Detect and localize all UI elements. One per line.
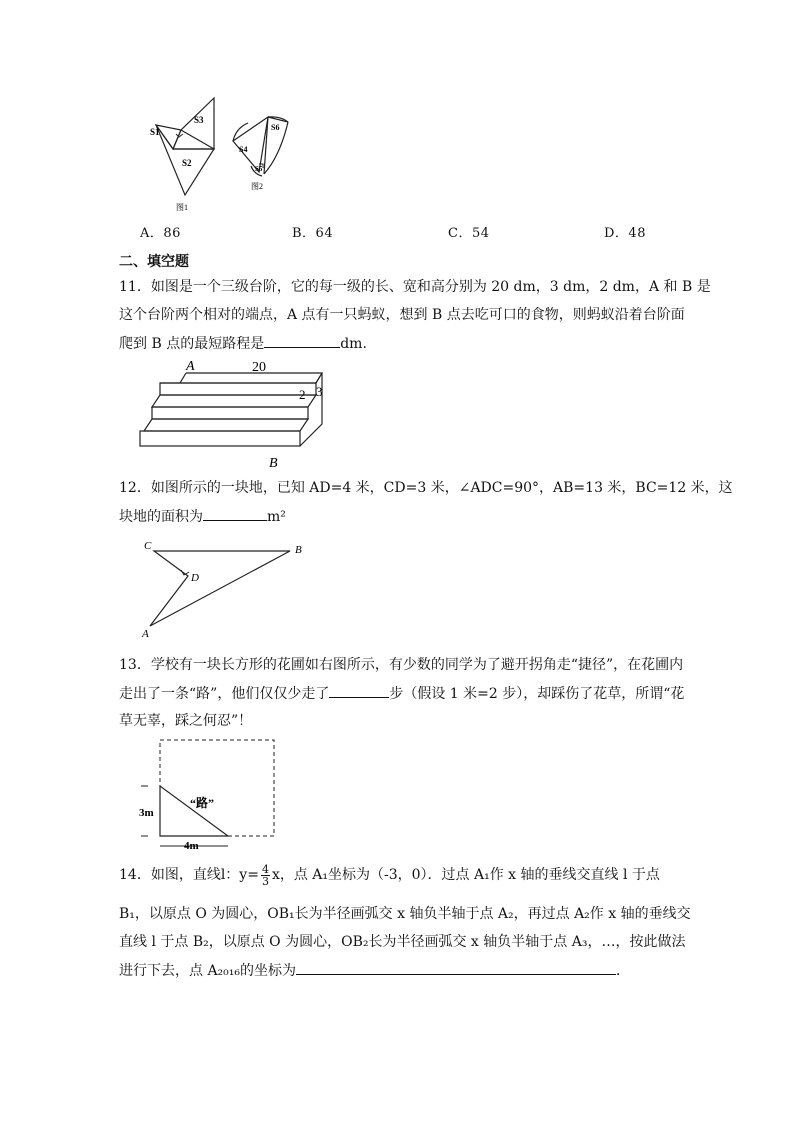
q12-label-b: B (295, 544, 302, 556)
q14-line4 (119, 960, 630, 981)
q11-label-h: 2 (299, 387, 306, 402)
q14-line1-post: x，点 A₁坐标为（-3，0）．过点 A₁作 x 轴的垂线交直线 l 于点 (271, 867, 660, 883)
q14-line4-pre: 进行下去，点 A₂₀₁₆的坐标为 (119, 963, 297, 979)
q13-line1: 13．学校有一块长方形的花圃如右图所示，有少数的同学为了避开拐角走“捷径”，在花圃内 (119, 657, 684, 673)
option-a[interactable]: A．86 (140, 226, 181, 241)
q13-garden-figure (136, 736, 278, 852)
option-d[interactable]: D．48 (604, 226, 646, 241)
q14-fraction (261, 864, 270, 887)
s-label-4: S4 (239, 145, 248, 154)
q12-label-c: C (144, 540, 152, 552)
q12-line1: 12．如图所示的一块地，已知 AD=4 米，CD=3 米，∠ADC=90°，AB=13 米，BC=12 米，这 (119, 480, 733, 496)
q12-label-a: A (142, 628, 149, 640)
q12-line2 (119, 506, 286, 527)
q11-stairs-figure (136, 356, 336, 470)
q14-line4-post: ． (616, 963, 631, 979)
q13-label-4m: 4m (184, 840, 199, 852)
q14-frac-den: 3 (261, 874, 269, 888)
q13-line3: 草无辜，踩之何忍”！ (119, 713, 253, 729)
q13-road-label: “路” (190, 796, 215, 810)
q13-line2-pre: 走出了一条“路”，他们仅仅少走了 (119, 686, 330, 702)
q11-answer-blank[interactable] (264, 333, 340, 348)
s-label-5: S6 (271, 123, 280, 132)
fig2-label: 图2 (251, 182, 263, 191)
s-label-3: S2 (182, 158, 192, 168)
q13-line2-post: 步（假设 1 米=2 步），却踩伤了花草，所谓“花 (389, 686, 685, 702)
q12-answer-blank[interactable] (203, 506, 267, 521)
s-label-6: S5 (255, 165, 263, 173)
q11-line3-post: dm. (340, 336, 367, 352)
q14-answer-blank[interactable] (296, 960, 616, 975)
q12-line2-pre: 块地的面积为 (119, 509, 203, 525)
s-label-1: S1 (150, 127, 160, 137)
q11-line3 (119, 333, 367, 354)
q11-label-a: A (186, 359, 195, 374)
q10-figure (138, 94, 308, 218)
q12-line2-post: m² (267, 509, 286, 525)
option-c[interactable]: C．54 (448, 226, 490, 241)
q12-quadrilateral-figure (138, 536, 318, 640)
q14-line1-pre: 14．如图，直线l：y= (119, 867, 259, 883)
q11-line2: 这个台阶两个相对的端点，A 点有一只蚂蚁，想到 B 点去吃可口的食物，则蚂蚁沿着台阶面 (119, 307, 685, 323)
s-label-2: S3 (194, 115, 204, 125)
q13-label-3m: 3m (139, 807, 154, 819)
q13-line2 (119, 683, 684, 704)
q14-line1 (119, 862, 660, 888)
q13-answer-blank[interactable] (329, 683, 389, 698)
q11-label-b: B (269, 456, 278, 470)
q11-label-len: 20 (252, 360, 266, 375)
fig1-label: 图1 (176, 203, 188, 212)
q14-frac-num: 4 (261, 862, 269, 876)
q11-line1: 11．如图是一个三级台阶，它的每一级的长、宽和高分别为 20 dm，3 dm，2 dm，A 和 B 是 (119, 279, 711, 295)
q11-label-w: 3 (316, 384, 323, 399)
q14-line2: B₁，以原点 O 为圆心，OB₁长为半径画弧交 x 轴负半轴于点 A₂，再过点 A₂作 x 轴的垂线交 (119, 906, 691, 922)
q14-line3: 直线 l 于点 B₂，以原点 O 为圆心，OB₂长为半径画弧交 x 轴负半轴于点 A₃，…，按此做法 (119, 934, 686, 950)
option-b[interactable]: B．64 (292, 226, 334, 241)
q11-line3-pre: 爬到 B 点的最短路程是 (119, 336, 265, 352)
q12-label-d: D (191, 572, 199, 584)
section-title: 二、填空题 (119, 254, 189, 270)
